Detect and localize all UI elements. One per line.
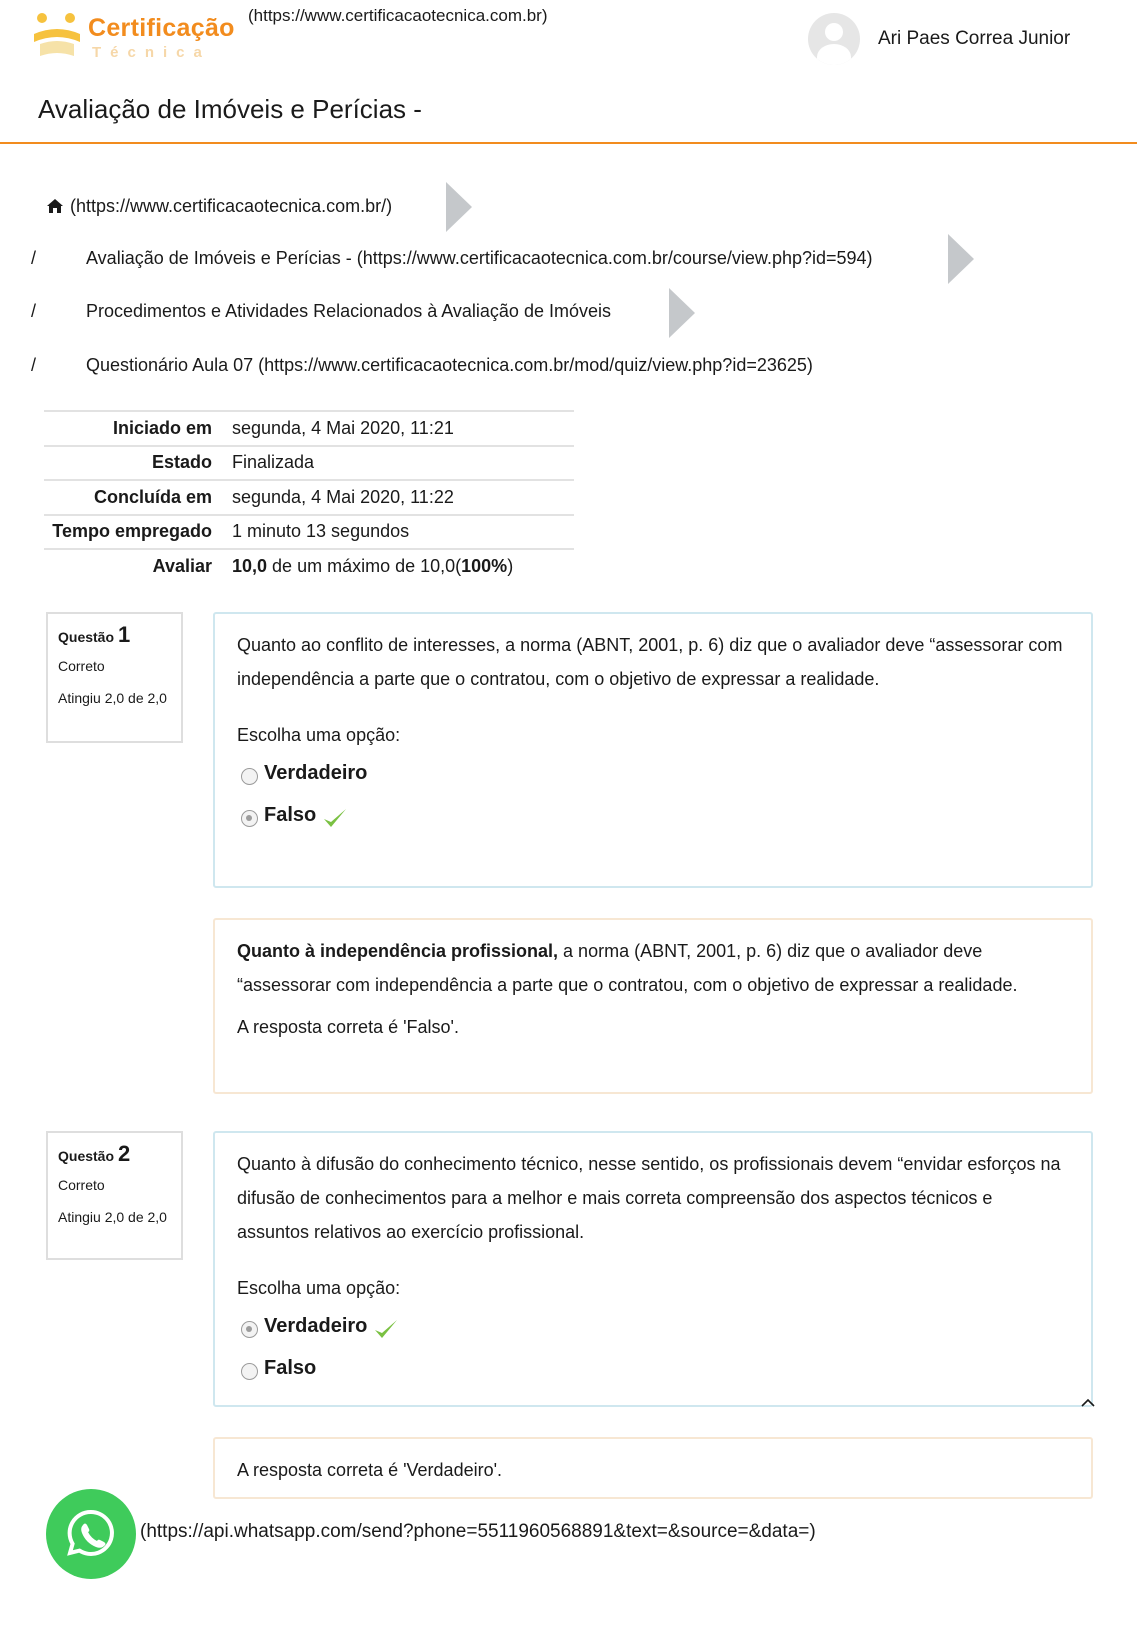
summary-label: Estado	[44, 446, 232, 481]
question-state: Correto	[58, 1177, 105, 1193]
home-icon	[46, 198, 64, 214]
feedback-bold: Quanto à independência profissional,	[237, 941, 559, 961]
question-number-value: 2	[118, 1141, 131, 1166]
logo-text: Certificação	[88, 14, 235, 42]
grade-percent: 100%	[461, 556, 508, 577]
answer-option-verdadeiro[interactable]	[241, 752, 1069, 794]
whatsapp-link[interactable]: (https://api.whatsapp.com/send?phone=5511960568891&text=&source=&data=)	[140, 1521, 816, 1542]
attempt-summary-table	[44, 410, 574, 584]
header-divider	[0, 142, 1137, 144]
question-info-2	[46, 1131, 183, 1260]
grade-end: )	[507, 556, 514, 577]
right-answer: A resposta correta é 'Falso'.	[237, 1017, 459, 1037]
question-text: Quanto à difusão do conhecimento técnico, nesse sentido, os profissionais devem “envidar esforços na difusão de conhecimentos para a melhor e mais correta compreensão dos aspectos técnicos e assuntos relativos ao exercício profissional.	[237, 1154, 1061, 1242]
summary-row-completed	[44, 480, 574, 515]
grade-score: 10,0	[232, 556, 268, 577]
chevron-up-icon[interactable]	[1081, 1398, 1095, 1408]
answer-label: Verdadeiro	[264, 1315, 368, 1337]
breadcrumb-item-course[interactable]: Avaliação de Imóveis e Perícias - (https://www.certificacaotecnica.com.br/course/view.php?id=594)	[86, 248, 873, 268]
breadcrumb-chevron-icon	[948, 234, 974, 284]
logo-mark-icon	[30, 12, 84, 62]
question-prompt: Escolha uma opção:	[237, 725, 401, 745]
answer-option-falso[interactable]	[241, 794, 1069, 836]
radio-button[interactable]	[241, 1363, 258, 1380]
breadcrumb-home-label: (https://www.certificacaotecnica.com.br/)	[70, 196, 393, 216]
header-link[interactable]: (https://www.certificacaotecnica.com.br)	[248, 6, 548, 25]
summary-row-started	[44, 411, 574, 446]
summary-value: 1 minuto 13 segundos	[232, 515, 574, 550]
breadcrumb-item-section[interactable]: Procedimentos e Atividades Relacionados à Avaliação de Imóveis	[86, 301, 611, 321]
question-grade: Atingiu 2,0 de 2,0	[58, 690, 167, 706]
breadcrumb-home[interactable]	[46, 196, 392, 217]
avatar-body-shape	[817, 44, 851, 65]
question-number	[58, 622, 171, 648]
avatar-head-shape	[825, 23, 843, 41]
answer-option-verdadeiro[interactable]	[241, 1305, 1069, 1347]
summary-label: Concluída em	[44, 480, 232, 515]
breadcrumb-separator: /	[31, 301, 37, 321]
whatsapp-icon	[46, 1489, 136, 1579]
question-info-1	[46, 612, 183, 743]
grade-max: de um máximo de 10,0(	[267, 556, 462, 577]
check-icon	[322, 806, 348, 830]
breadcrumb-separator: /	[31, 355, 37, 375]
question-label: Questão	[58, 629, 115, 645]
answer-label: Verdadeiro	[264, 762, 368, 784]
radio-button-selected[interactable]	[241, 1321, 258, 1338]
site-logo[interactable]	[30, 12, 240, 62]
right-answer: A resposta correta é 'Verdadeiro'.	[237, 1460, 503, 1480]
breadcrumb-item-quiz[interactable]: Questionário Aula 07 (https://www.certificacaotecnica.com.br/mod/quiz/view.php?id=23625)	[86, 355, 813, 375]
question-number	[58, 1141, 171, 1167]
summary-value	[232, 549, 574, 584]
breadcrumb-chevron-icon	[669, 288, 695, 338]
feedback-body: a norma (ABNT, 2001, p. 6) diz que o avaliador deve “assessorar com independência a parte que o contratou, com o objetivo de expressar a realidade.	[237, 941, 1018, 995]
answer-option-falso[interactable]	[241, 1347, 1069, 1389]
radio-button-selected[interactable]	[241, 810, 258, 827]
question-grade: Atingiu 2,0 de 2,0	[58, 1209, 167, 1225]
check-icon	[373, 1317, 399, 1341]
question-number-value: 1	[118, 622, 131, 647]
summary-row-state	[44, 446, 574, 481]
summary-label: Tempo empregado	[44, 515, 232, 550]
breadcrumb-chevron-icon	[446, 182, 472, 232]
question-box-2	[213, 1131, 1093, 1407]
summary-value: segunda, 4 Mai 2020, 11:22	[232, 480, 574, 515]
whatsapp-button[interactable]	[46, 1489, 136, 1579]
feedback-box-2	[213, 1437, 1093, 1499]
question-state: Correto	[58, 658, 105, 674]
answer-label: Falso	[264, 1357, 317, 1379]
feedback-box-1	[213, 918, 1093, 1094]
question-text: Quanto ao conflito de interesses, a norma (ABNT, 2001, p. 6) diz que o avaliador deve “assessorar com independência a parte que o contratou, com o objetivo de expressar a realidade.	[237, 635, 1063, 689]
feedback-text	[237, 934, 1069, 1002]
logo-subtext: Técnica	[92, 44, 211, 61]
summary-label: Iniciado em	[44, 411, 232, 446]
breadcrumb-separator: /	[31, 248, 37, 268]
summary-value: segunda, 4 Mai 2020, 11:21	[232, 411, 574, 446]
page-title: Avaliação de Imóveis e Perícias -	[38, 94, 422, 124]
radio-button[interactable]	[241, 768, 258, 785]
user-name[interactable]: Ari Paes Correa Junior	[878, 28, 1071, 49]
summary-value: Finalizada	[232, 446, 574, 481]
question-prompt: Escolha uma opção:	[237, 1278, 401, 1298]
question-box-1	[213, 612, 1093, 888]
summary-label: Avaliar	[44, 549, 232, 584]
summary-row-grade	[44, 549, 574, 584]
summary-row-time	[44, 515, 574, 550]
question-label: Questão	[58, 1148, 115, 1164]
answer-label: Falso	[264, 804, 317, 826]
avatar[interactable]	[808, 13, 860, 65]
